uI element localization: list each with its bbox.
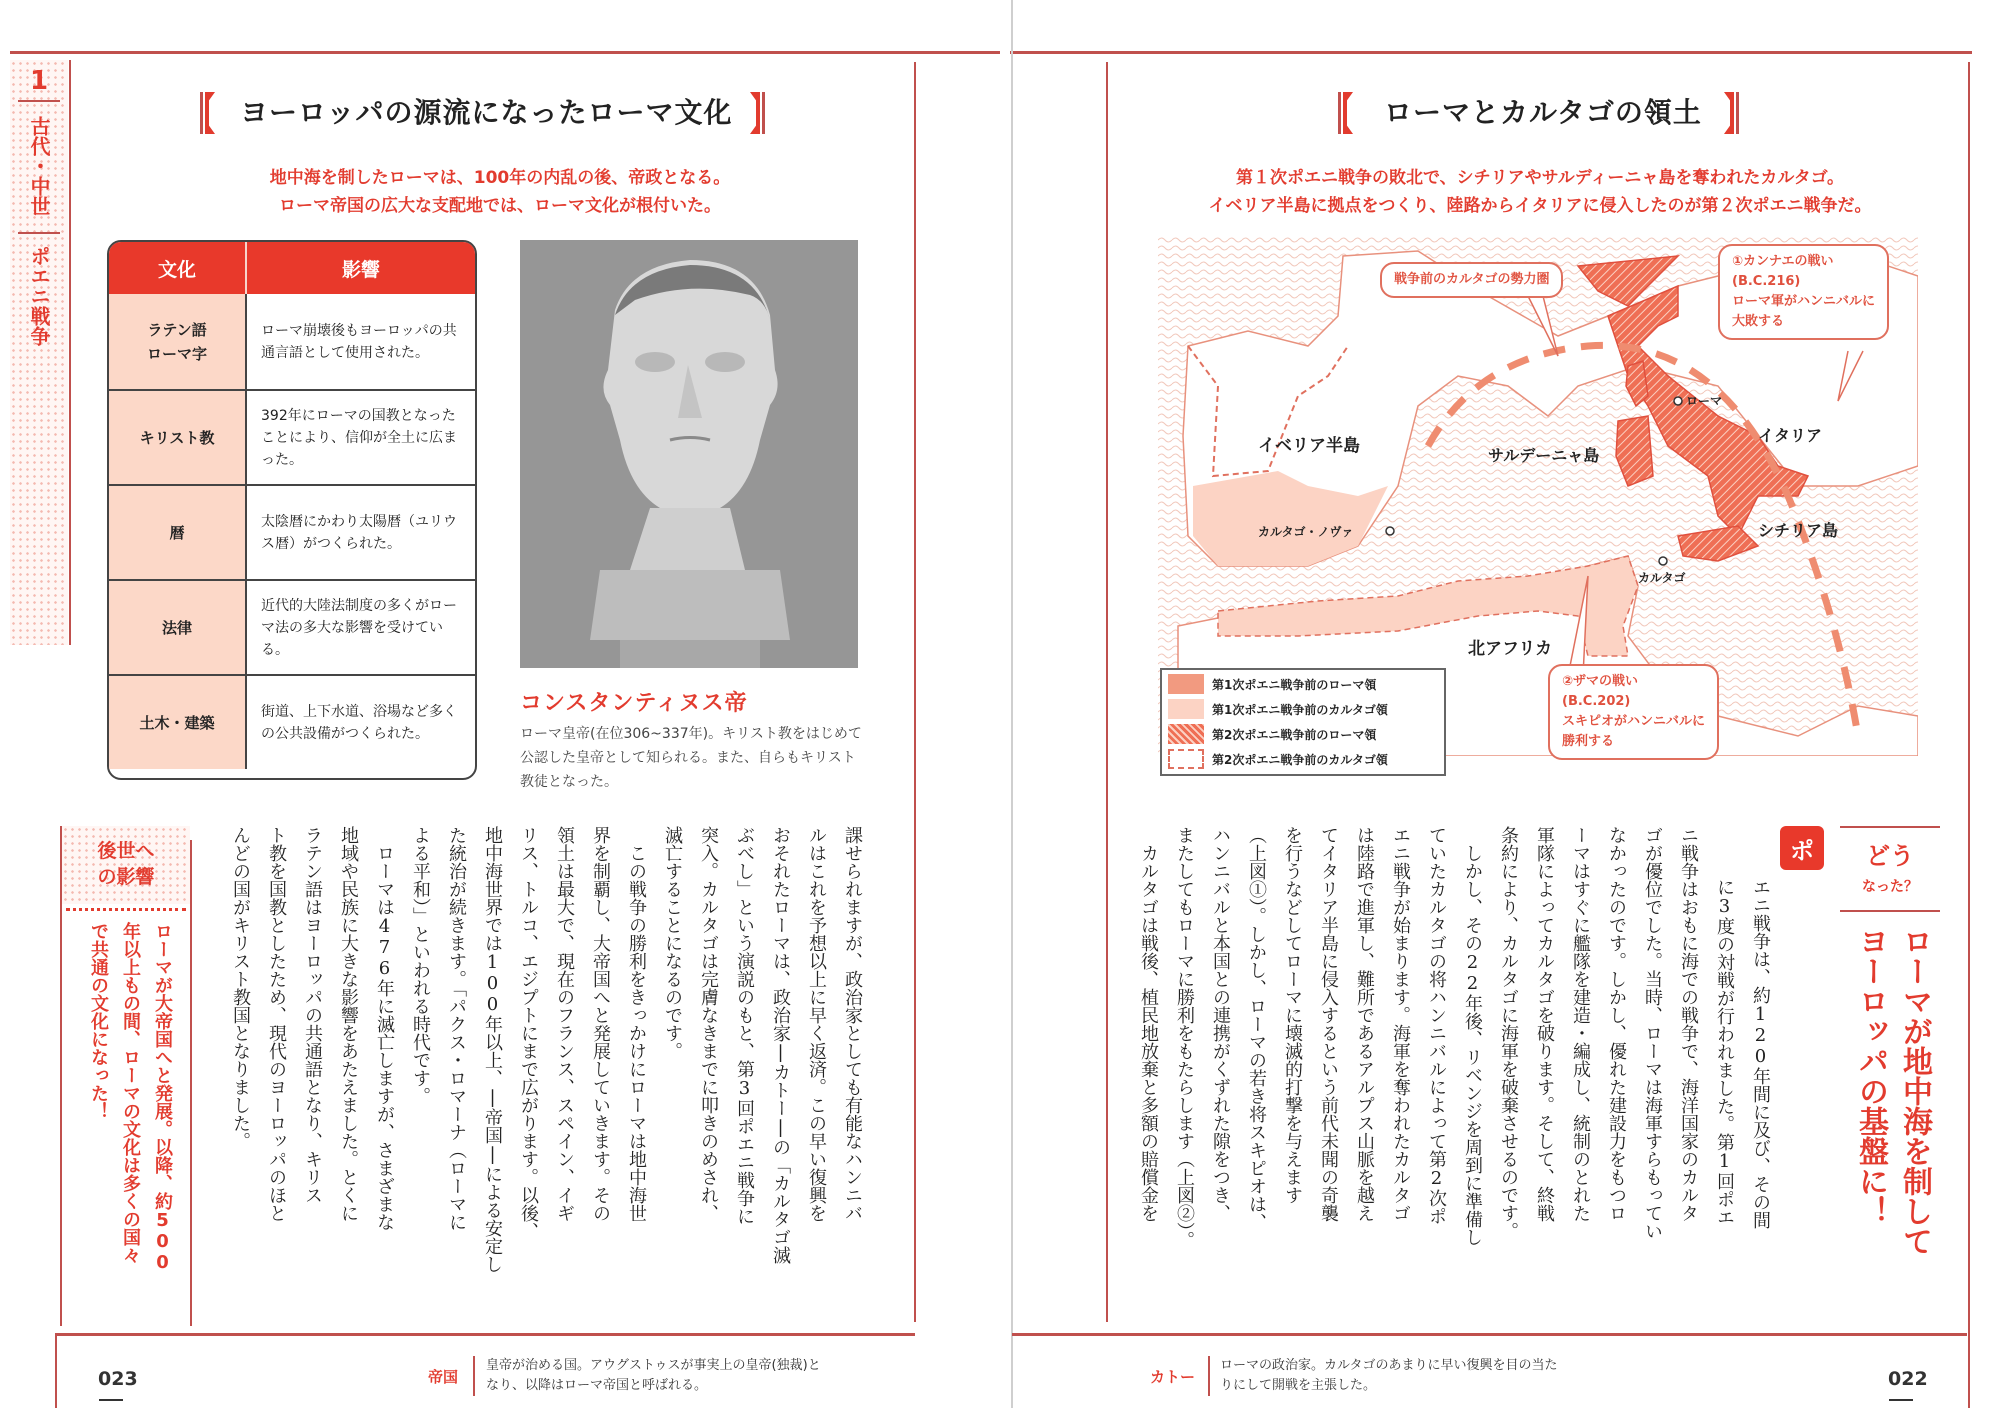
left-page-rule xyxy=(914,62,916,1322)
body-line: てイタリア半島に侵入するという前代未聞の奇襲 xyxy=(1318,826,1339,1222)
footnote-term: 帝国 xyxy=(428,1368,459,1386)
influence-cell: 392年にローマの国教となったことにより、信仰が全土に広まった。 xyxy=(261,407,457,468)
body-line: 条約により、カルタゴに海軍を破棄させるのです。 xyxy=(1498,826,1519,1240)
page-title: ローマとカルタゴの領土 xyxy=(1384,96,1702,129)
body-line: に3度の対戦が行われました。第1回ポエ xyxy=(1714,878,1735,1226)
lead-line: イベリア半島に拠点をつくり、陸路からイタリアに侵入したのが第２次ポエニ戦争だ。 xyxy=(1208,196,1872,216)
map-legend xyxy=(1160,668,1446,776)
outcome-question-small: なった？ xyxy=(1862,879,1918,895)
initial-po-badge: ポ xyxy=(1780,826,1824,870)
callout-cannae: ①カンナエの戦い (B.C.216) ローマ軍がハンニバルに 大敗する xyxy=(1718,244,1889,340)
table-row xyxy=(109,674,475,769)
body-line: エニ戦争は、約120年間に及び、その間 xyxy=(1750,878,1771,1229)
right-page-rule-right xyxy=(1968,62,1970,1408)
legend-item xyxy=(1168,673,1376,695)
body-line: 地域や民族に大きな影響をあたえました。とくに xyxy=(338,826,359,1222)
right-page-rule-left xyxy=(1106,62,1108,1322)
outcome-rule xyxy=(1840,826,1940,828)
body-line: 課せられますが、政治家としても有能なハンニバ xyxy=(842,826,863,1222)
body-line: この戦争の勝利をきっかけにローマは地中海世 xyxy=(626,826,647,1222)
left-body-text xyxy=(222,826,870,1314)
culture-cell: ラテン語 ローマ字 xyxy=(109,294,247,389)
constantine-statue-photo xyxy=(520,240,858,668)
body-line: は陸路で進軍し、難所であるアルプス山脈を越え xyxy=(1354,826,1375,1222)
outcome-question: どう xyxy=(1866,842,1914,870)
influence-heading: 後世へ の影響 xyxy=(62,826,190,904)
lead-text xyxy=(1112,164,1968,220)
body-line: ニ戦争はおもに海での戦争で、海洋国家のカルタ xyxy=(1678,826,1699,1222)
influence-line: 年以上もの間、ローマの文化は多くの国々 xyxy=(120,922,141,1264)
body-line: ハンニバルと本国との連携がくずれた隙をつき、 xyxy=(1210,826,1231,1222)
label-iberia: イベリア半島 xyxy=(1258,436,1360,456)
body-line: よる平和）」といわれる時代です。 xyxy=(410,826,431,1105)
statue-image xyxy=(520,240,858,668)
legend-label: 第2次ポエニ戦争前のカルタゴ領 xyxy=(1212,752,1388,767)
chapter-number: 1 xyxy=(29,66,49,96)
body-line: ローマは476年に滅亡しますが、さまざまな xyxy=(374,826,395,1231)
legend-label: 第2次ポエニ戦争前のローマ領 xyxy=(1212,727,1377,742)
lead-line: 第１次ポエニ戦争の敗北で、シチリアやサルディーニャ島を奪われたカルタゴ。 xyxy=(1235,168,1845,188)
influence-box xyxy=(60,826,192,1326)
table-row xyxy=(109,579,475,674)
body-line: ラテン語はヨーロッパの共通語となり、キリス xyxy=(302,826,323,1204)
body-line: 軍隊によってカルタゴを破ります。そして、終戦 xyxy=(1534,826,1555,1222)
body-line-with-term: おそれたローマは、政治家|カトー|の「カルタゴ滅 xyxy=(770,826,791,1264)
body-line: ルはこれを予想以上に早く返済。この早い復興を xyxy=(806,826,827,1222)
body-line-with-term: 地中海世界では100年以上、|帝国|による安定し xyxy=(482,826,503,1273)
body-line: ト教を国教としたため、現代のヨーロッパのほと xyxy=(266,826,287,1222)
page-title: ヨーロッパの源流になったローマ文化 xyxy=(240,96,733,129)
legend-label: 第1次ポエニ戦争前のローマ領 xyxy=(1212,677,1377,692)
callout-carthage-sphere: 戦争前のカルタゴの勢力圏 xyxy=(1380,262,1563,298)
influence-cell: 街道、上下水道、浴場など多くの公共設備がつくられた。 xyxy=(261,703,457,742)
legend-label: 第1次ポエニ戦争前のカルタゴ領 xyxy=(1212,702,1388,717)
label-carthage: カルタゴ xyxy=(1638,571,1686,585)
outcome-answer xyxy=(1848,926,1936,1316)
outcome-line: ローマが地中海を制して xyxy=(1897,926,1932,1256)
body-line: た統治が続きます。「パクス・ロマーナ（ローマに xyxy=(446,826,467,1231)
legend-item xyxy=(1168,698,1388,720)
influence-cell: 近代的大陸法制度の多くがローマ法の多大な影響を受けている。 xyxy=(261,597,457,658)
photo-caption: ローマ皇帝(在位306~337年)。キリスト教をはじめて公認した皇帝として知られる。また、自らもキリスト教徒となった。 xyxy=(520,726,862,790)
page-number-right: 022 xyxy=(1888,1368,1928,1390)
outcome-rule xyxy=(1840,910,1940,912)
culture-cell: 土木・建築 xyxy=(109,676,247,769)
label-north-africa: 北アフリカ xyxy=(1468,639,1553,659)
chapter-topic: ポエニ戦争 xyxy=(27,246,51,346)
footnote-definition xyxy=(486,1356,821,1396)
rome-marker xyxy=(1674,397,1682,405)
body-line: リス、トルコ、エジプトにまで広がります。以後、 xyxy=(518,826,539,1240)
body-line: しかし、その22年後、リベンジを周到に準備し xyxy=(1462,826,1483,1246)
body-line: ていたカルタゴの将ハンニバルによって第2次ポ xyxy=(1426,826,1447,1225)
page-number-underline xyxy=(1889,1399,1913,1401)
footnote-divider xyxy=(473,1356,475,1396)
table-row xyxy=(109,484,475,579)
title-bracket-right-icon xyxy=(1724,92,1740,134)
culture-cell: 暦 xyxy=(109,486,247,579)
page-number-underline xyxy=(99,1399,123,1401)
body-line: を行うなどしてローマに壊滅的打撃を与えます xyxy=(1282,826,1303,1204)
body-line: カルタゴは戦後、植民地放棄と多額の賠償金を xyxy=(1138,826,1159,1222)
title-bracket-right-icon xyxy=(750,92,766,134)
body-line: ぶべし」という演説のもと、第3回ポエニ戦争に xyxy=(734,826,755,1225)
body-line: なかったのです。しかし、優れた建設力をもつロ xyxy=(1606,826,1627,1222)
outcome-line: ヨーロッパの基盤に！ xyxy=(1853,926,1888,1226)
book-spine xyxy=(1011,0,1013,1408)
tab-divider xyxy=(18,232,60,234)
bottom-rule-right xyxy=(1012,1333,1967,1336)
outcome-box xyxy=(1840,826,1940,1326)
top-rule-right xyxy=(1010,51,1972,54)
top-rule-left xyxy=(10,51,1000,54)
legend-item xyxy=(1168,723,1376,745)
side-tab-rule xyxy=(69,60,71,645)
legend-swatch-light xyxy=(1168,699,1204,719)
tab-divider xyxy=(18,100,60,102)
body-line: （上図①）。しかし、ローマの若き将スキピオは、 xyxy=(1246,826,1267,1231)
influence-body xyxy=(82,922,178,1312)
footnote-divider xyxy=(1208,1356,1210,1396)
culture-table xyxy=(107,240,477,780)
column-header-influence: 影響 xyxy=(341,258,380,281)
influence-line: で共通の文化になった！ xyxy=(88,922,109,1120)
bottom-rule-left xyxy=(55,1333,915,1336)
label-rome: ローマ xyxy=(1686,394,1723,408)
dotted-divider xyxy=(66,908,186,911)
legend-item xyxy=(1168,748,1388,770)
legend-swatch-solid xyxy=(1168,674,1204,694)
culture-cell: キリスト教 xyxy=(109,391,247,484)
lead-line: 地中海を制したローマは、100年の内乱の後、帝政となる。 xyxy=(269,168,731,188)
footnote-definition xyxy=(1220,1356,1557,1396)
carthage-marker xyxy=(1659,557,1667,565)
influence-cell: ローマ崩壊後もヨーロッパの共通言語として使用された。 xyxy=(261,322,457,361)
influence-line: ローマが大帝国へと発展。以降、約500 xyxy=(152,922,173,1273)
right-body-text xyxy=(1130,826,1778,1314)
label-sardinia: サルデーニャ島 xyxy=(1488,446,1600,465)
body-line: またしてもローマに勝利をもたらします（上図②）。 xyxy=(1174,826,1195,1249)
body-line: んどの国がキリスト教国となりました。 xyxy=(230,826,251,1150)
lead-text xyxy=(180,164,820,220)
callout-zama: ②ザマの戦い (B.C.202) スキピオがハンニバルに 勝利する xyxy=(1548,664,1719,760)
table-row xyxy=(109,294,475,389)
footnote-line: ローマの政治家。カルタゴのあまりに早い復興を目の当た xyxy=(1220,1358,1558,1373)
table-row xyxy=(109,389,475,484)
body-line: 突入。カルタゴは完膚なきまでに叩きのめされ、 xyxy=(698,826,719,1222)
label-carthago-nova: カルタゴ・ノヴァ xyxy=(1258,525,1354,539)
footnote-line: 皇帝が治める国。アウグストゥスが事実上の皇帝(独裁)と xyxy=(486,1358,821,1373)
chapter-side-tab[interactable] xyxy=(10,60,68,645)
label-sicily: シチリア島 xyxy=(1758,521,1839,540)
label-italy: イタリア xyxy=(1758,426,1823,445)
influence-box-rule xyxy=(190,840,192,1326)
table-header xyxy=(109,242,475,294)
page-number-left: 023 xyxy=(98,1368,138,1390)
carthago-nova-marker xyxy=(1386,527,1394,535)
legend-swatch-dashed xyxy=(1168,749,1204,769)
body-line: 界を制覇し、大帝国へと発展していきます。その xyxy=(590,826,611,1222)
title-bracket-left-icon xyxy=(200,92,216,134)
chapter-era: 古代・中世 xyxy=(27,116,51,216)
footnote-line: なり、以降はローマ帝国と呼ばれる。 xyxy=(486,1378,708,1393)
influence-cell: 太陰暦にかわり太陽暦（ユリウス暦）がつくられた。 xyxy=(261,513,457,552)
column-header-culture: 文化 xyxy=(109,242,247,294)
culture-cell: 法律 xyxy=(109,581,247,674)
body-line: ゴが優位でした。当時、ローマは海軍すらもってい xyxy=(1642,826,1663,1240)
footnote-term: カトー xyxy=(1150,1368,1196,1386)
photo-caption-title: コンスタンティヌス帝 xyxy=(520,691,748,716)
left-outer-rule xyxy=(55,1334,57,1408)
body-line: 滅亡することになるのです。 xyxy=(662,826,683,1060)
footnote-line: りにして開戦を主張した。 xyxy=(1220,1378,1377,1393)
body-line: エニ戦争が始まります。海軍を奪われたカルタゴ xyxy=(1390,826,1411,1222)
legend-swatch-hatched xyxy=(1168,724,1204,744)
body-line: ーマはすぐに艦隊を建造・編成し、統制のとれた xyxy=(1570,826,1591,1222)
lead-line: ローマ帝国の広大な支配地では、ローマ文化が根付いた。 xyxy=(279,196,721,216)
title-bracket-left-icon xyxy=(1338,92,1354,134)
body-line: 領土は最大で、現在のフランス、スペイン、イギ xyxy=(554,826,575,1222)
